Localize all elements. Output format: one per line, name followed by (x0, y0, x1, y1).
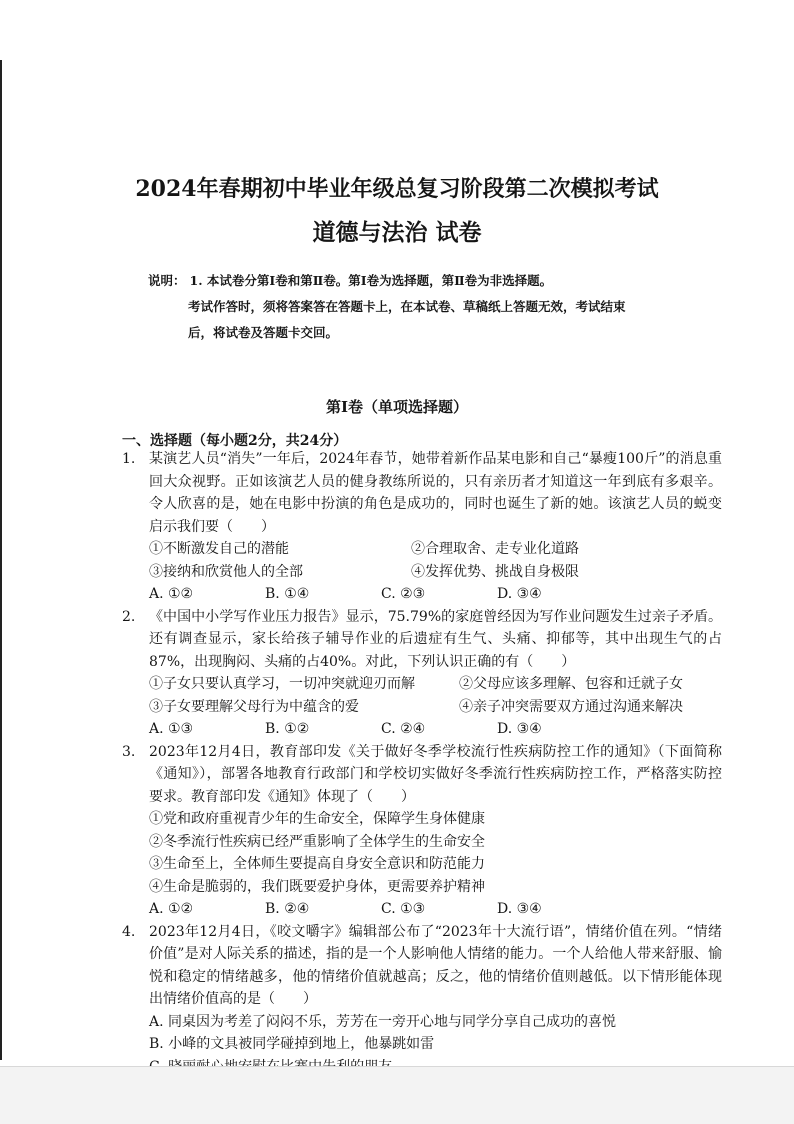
answer-option: B. ②④ (265, 901, 310, 917)
question-stem: 《中国中小学写作业压力报告》显示，75.79%的家庭曾经因为写作业问题发生过亲子矛盾。还有调查显示，家长给孩子辅导作业的后遗症有生气、头痛、抑郁等，其中出现生气的占87%，出现胸闷、头痛的占40%。对此，下列认识正确的有（ ） (149, 608, 722, 670)
answer-option: A. ①③ (149, 721, 194, 737)
answer-option: B. 小峰的文具被同学碰掉到地上，他暴跳如雷 (149, 1036, 435, 1052)
answer-option: A. ①② (149, 586, 194, 602)
exam-subject-title: 道德与法治 试卷 (312, 219, 482, 246)
statement: ④亲子冲突需要双方通过沟通来解决 (459, 698, 683, 715)
scan-bottom-margin (0, 1066, 794, 1124)
question-stem: 某演艺人员“消失”一年后，2024年春节，她带着新作品某电影和自己“暴瘦100斤”的消息重回大众视野。正如该演艺人员的健身教练所说的，只有亲历者才知道这一年到底有多艰辛。令人欣喜的是，她在电影中扮演的角色是成功的，同时也诞生了新的她。该演艺人员的蜕变启示我们要（ ） (149, 451, 722, 535)
question-1 (122, 448, 722, 606)
question-stem: 2023年12月4日，教育部印发《关于做好冬季学校流行性疾病防控工作的通知》（下面简称《通知》），部署各地教育行政部门和学校切实做好冬季流行性疾病防控工作，严格落实防控要求。教育部印发《通知》体现了（ ） (149, 743, 722, 805)
answer-option: B. ①④ (265, 586, 310, 602)
question-number: 3. (122, 743, 136, 760)
question-list (122, 448, 722, 1101)
question-3 (122, 741, 722, 921)
statement: ①子女只要认真学习，一切冲突就迎刃而解 (149, 676, 415, 692)
instructions (148, 268, 718, 346)
answer-option: D. ③④ (497, 586, 542, 602)
statement: ②父母应该多理解、包容和迁就子女 (459, 676, 683, 692)
answer-option: C. ①③ (381, 901, 426, 917)
statement: ①不断激发自己的潜能 (149, 541, 289, 557)
answer-option: C. ②④ (381, 721, 426, 737)
question-stem: 2023年12月4日，《咬文嚼字》编辑部公布了“2023年十大流行语”，情绪价值在列。“情绪价值”是对人际关系的描述，指的是一个人影响他人情绪的能力。一个人给他人带来舒服、愉悦和稳定的情绪越多，他的情绪价值就越高；反之，他的情绪价值则越低。以下情形能体现出情绪价值高的是（ ） (149, 923, 722, 1007)
statement: ④发挥优势、挑战自身极限 (411, 563, 579, 580)
question-2 (122, 606, 722, 741)
statement: ②冬季流行性疾病已经严重影响了全体学生的生命安全 (149, 833, 485, 850)
scan-left-border (0, 60, 2, 1060)
answer-option: A. ①② (149, 901, 194, 917)
question-number: 1. (122, 451, 136, 467)
statement: ④生命是脆弱的，我们既要爱护身体，更需要养护精神 (149, 878, 485, 895)
section-title: 一、选择题（每小题2分，共24分） (122, 433, 348, 449)
instructions-label: 说明： (148, 273, 186, 288)
statement: ①党和政府重视青少年的生命安全，保障学生身体健康 (149, 811, 485, 827)
question-number: 2. (122, 608, 136, 625)
answer-option: D. ③④ (497, 721, 542, 737)
exam-title: 2024年春期初中毕业年级总复习阶段第二次模拟考试 (135, 176, 659, 202)
instruction-line: 考试作答时，须将答案答在答题卡上，在本试卷、草稿纸上答题无效，考试结束 (188, 299, 626, 314)
statement: ②合理取舍、走专业化道路 (411, 541, 579, 557)
instruction-line: 后，将试卷及答题卡交回。 (188, 325, 339, 340)
answer-option: A. 同桌因为考差了闷闷不乐，芳芳在一旁开心地与同学分享自己成功的喜悦 (149, 1013, 617, 1030)
statement: ③接纳和欣赏他人的全部 (149, 563, 303, 580)
statement: ③生命至上，全体师生要提高自身安全意识和防范能力 (149, 856, 485, 872)
answer-option: C. ②③ (381, 586, 426, 602)
part-title: 第Ⅰ卷（单项选择题） (325, 398, 469, 416)
answer-option: D. ③④ (497, 901, 542, 917)
answer-option: B. ①② (265, 721, 310, 737)
question-number: 4. (122, 923, 136, 940)
instruction-line: 1. 本试卷分第Ⅰ卷和第Ⅱ卷。第Ⅰ卷为选择题，第Ⅱ卷为非选择题。 (189, 273, 553, 288)
statement: ③子女要理解父母行为中蕴含的爱 (149, 698, 359, 715)
